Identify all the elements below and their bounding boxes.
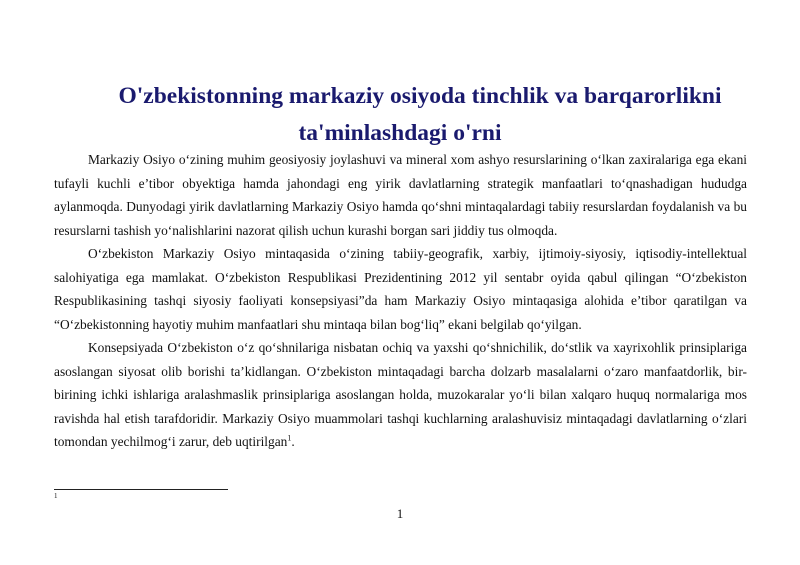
paragraph-2: [54, 242, 747, 336]
footnote-separator: [54, 489, 228, 490]
footnote-marker: 1: [54, 492, 58, 500]
paragraph-3-trailing: .: [291, 434, 295, 449]
document-body: [54, 148, 747, 454]
paragraph-3-text: Konsepsiyada O‘zbekiston o‘z qo‘shnilariga nisbatan ochiq va yaxshi qo‘shnichilik, do‘stlik va xayrixohlik prinsiplariga asoslangan siyosat olib borishi ta’kidlangan. O‘zbekiston mintaqadagi barcha dolzarb masalalarni o‘zaro manfaatdorlik, bir-birining ichki ishlariga aralashmaslik prinsiplariga asoslangan holda, muzokaralar yo‘li bilan xalqaro huquq normalariga mos ravishda hal etish tarafdoridir. Markaziy Osiyo muammolari tashqi kuchlarning aralashuvisiz mintaqadagi davlatlarning o‘zlari tomondan yechilmog‘i zarur, deb uqtirilgan: [54, 340, 747, 449]
paragraph-1-text: Markaziy Osiyo o‘zining muhim geosiyosiy joylashuvi va mineral xom ashyo resurslarining o‘lkan zaxiralariga ega ekani tufayli kuchli e’tibor obyektiga hamda jahondagi eng yirik davlatlarning strategik manfaatlari to‘qnashadigan hududga aylanmoqda. Dunyodagi yirik davlatlarning Markaziy Osiyo hamda qo‘shni mintaqalardagi tabiiy resurslardan foydalanish va bu resurslarni tashish yo‘nalishlarini nazorat qilish uchun kurashi borgan sari jiddiy tus olmoqda.: [54, 152, 747, 238]
paragraph-2-text: O‘zbekiston Markaziy Osiyo mintaqasida o‘zining tabiiy-geografik, xarbiy, ijtimoiy-siyosiy, iqtisodiy-intellektual salohiyatiga ega mamlakat. O‘zbekiston Respublikasi Prezidentining 2012 yil sentabr oyida qabul qilingan “O‘zbekiston Respublikasining tashqi siyosiy faoliyati konsepsiyasi”da ham Markaziy Osiyo mintaqasiga alohida e’tibor qaratilgan va “O‘zbekistonning hayotiy muhim manfaatlari shu mintaqa bilan bog‘liq” ekani belgilab qo‘yilgan.: [54, 246, 747, 332]
paragraph-1: [54, 148, 747, 242]
page-number: 1: [396, 506, 404, 521]
footnote-reference[interactable]: 1: [287, 433, 292, 443]
document-title-line-1: O'zbekistonning markaziy osiyoda tinchlik va barqarorlikni: [118, 83, 722, 109]
paragraph-3: [54, 336, 747, 454]
document-title-line-2: ta'minlashdagi o'rni: [298, 120, 502, 146]
